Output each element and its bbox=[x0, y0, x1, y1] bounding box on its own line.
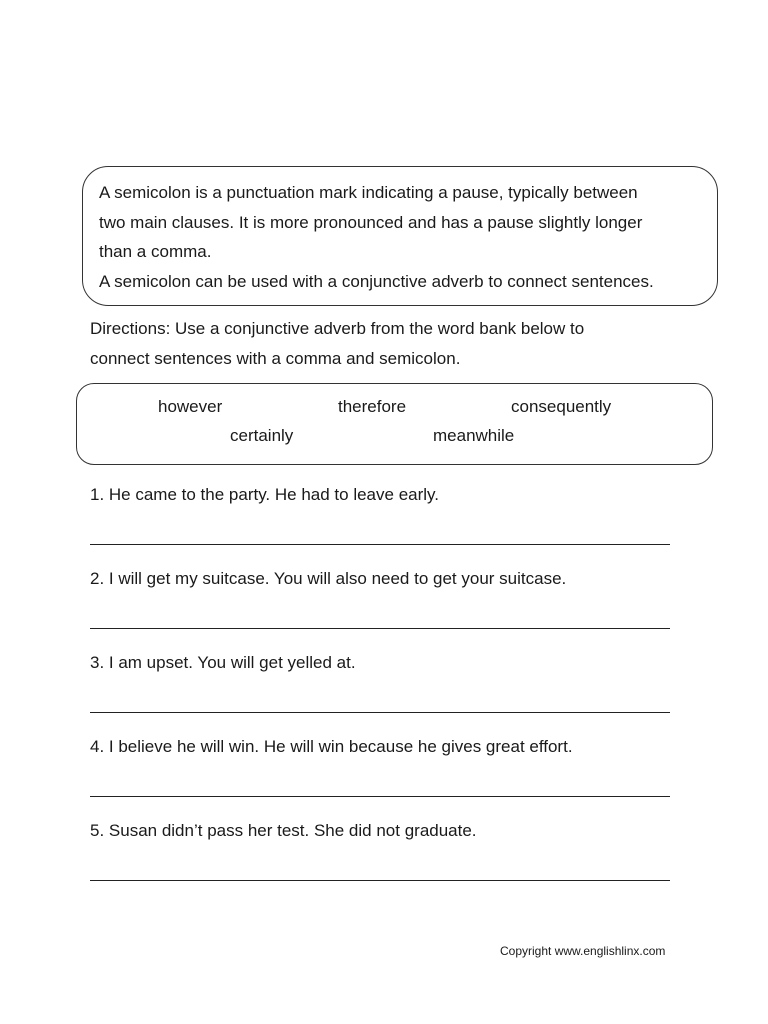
definition-text: A semicolon is a punctuation mark indicating a pause, typically between two main clauses. It is more pronounced and has a pause slightly longer than a comma. A semicolon can be used with a conjunctive adverb to connect sentences. bbox=[99, 183, 654, 291]
answer-line-4[interactable] bbox=[90, 796, 670, 797]
word-bank-item: therefore bbox=[338, 397, 407, 416]
question-1: 1. He came to the party. He had to leave early. bbox=[90, 485, 439, 504]
question-3: 3. I am upset. You will get yelled at. bbox=[90, 653, 356, 672]
word-bank-item: certainly bbox=[230, 426, 294, 445]
question-2: 2. I will get my suitcase. You will also need to get your suitcase. bbox=[90, 569, 567, 588]
word-bank-item: meanwhile bbox=[433, 426, 515, 445]
copyright-notice: Copyright www.englishlinx.com bbox=[500, 944, 666, 958]
word-bank-item: however bbox=[158, 397, 223, 416]
definition-box bbox=[82, 166, 718, 306]
question-5: 5. Susan didn’t pass her test. She did not graduate. bbox=[90, 821, 477, 840]
answer-line-1[interactable] bbox=[90, 544, 670, 545]
word-bank-item: consequently bbox=[511, 397, 612, 416]
directions-text: Directions: Use a conjunctive adverb from the word bank below to connect sentences with a comma and semicolon. bbox=[90, 319, 585, 368]
word-bank bbox=[76, 383, 713, 465]
question-4: 4. I believe he will win. He will win because he gives great effort. bbox=[90, 737, 573, 756]
answer-line-3[interactable] bbox=[90, 712, 670, 713]
answer-line-5[interactable] bbox=[90, 880, 670, 881]
answer-line-2[interactable] bbox=[90, 628, 670, 629]
